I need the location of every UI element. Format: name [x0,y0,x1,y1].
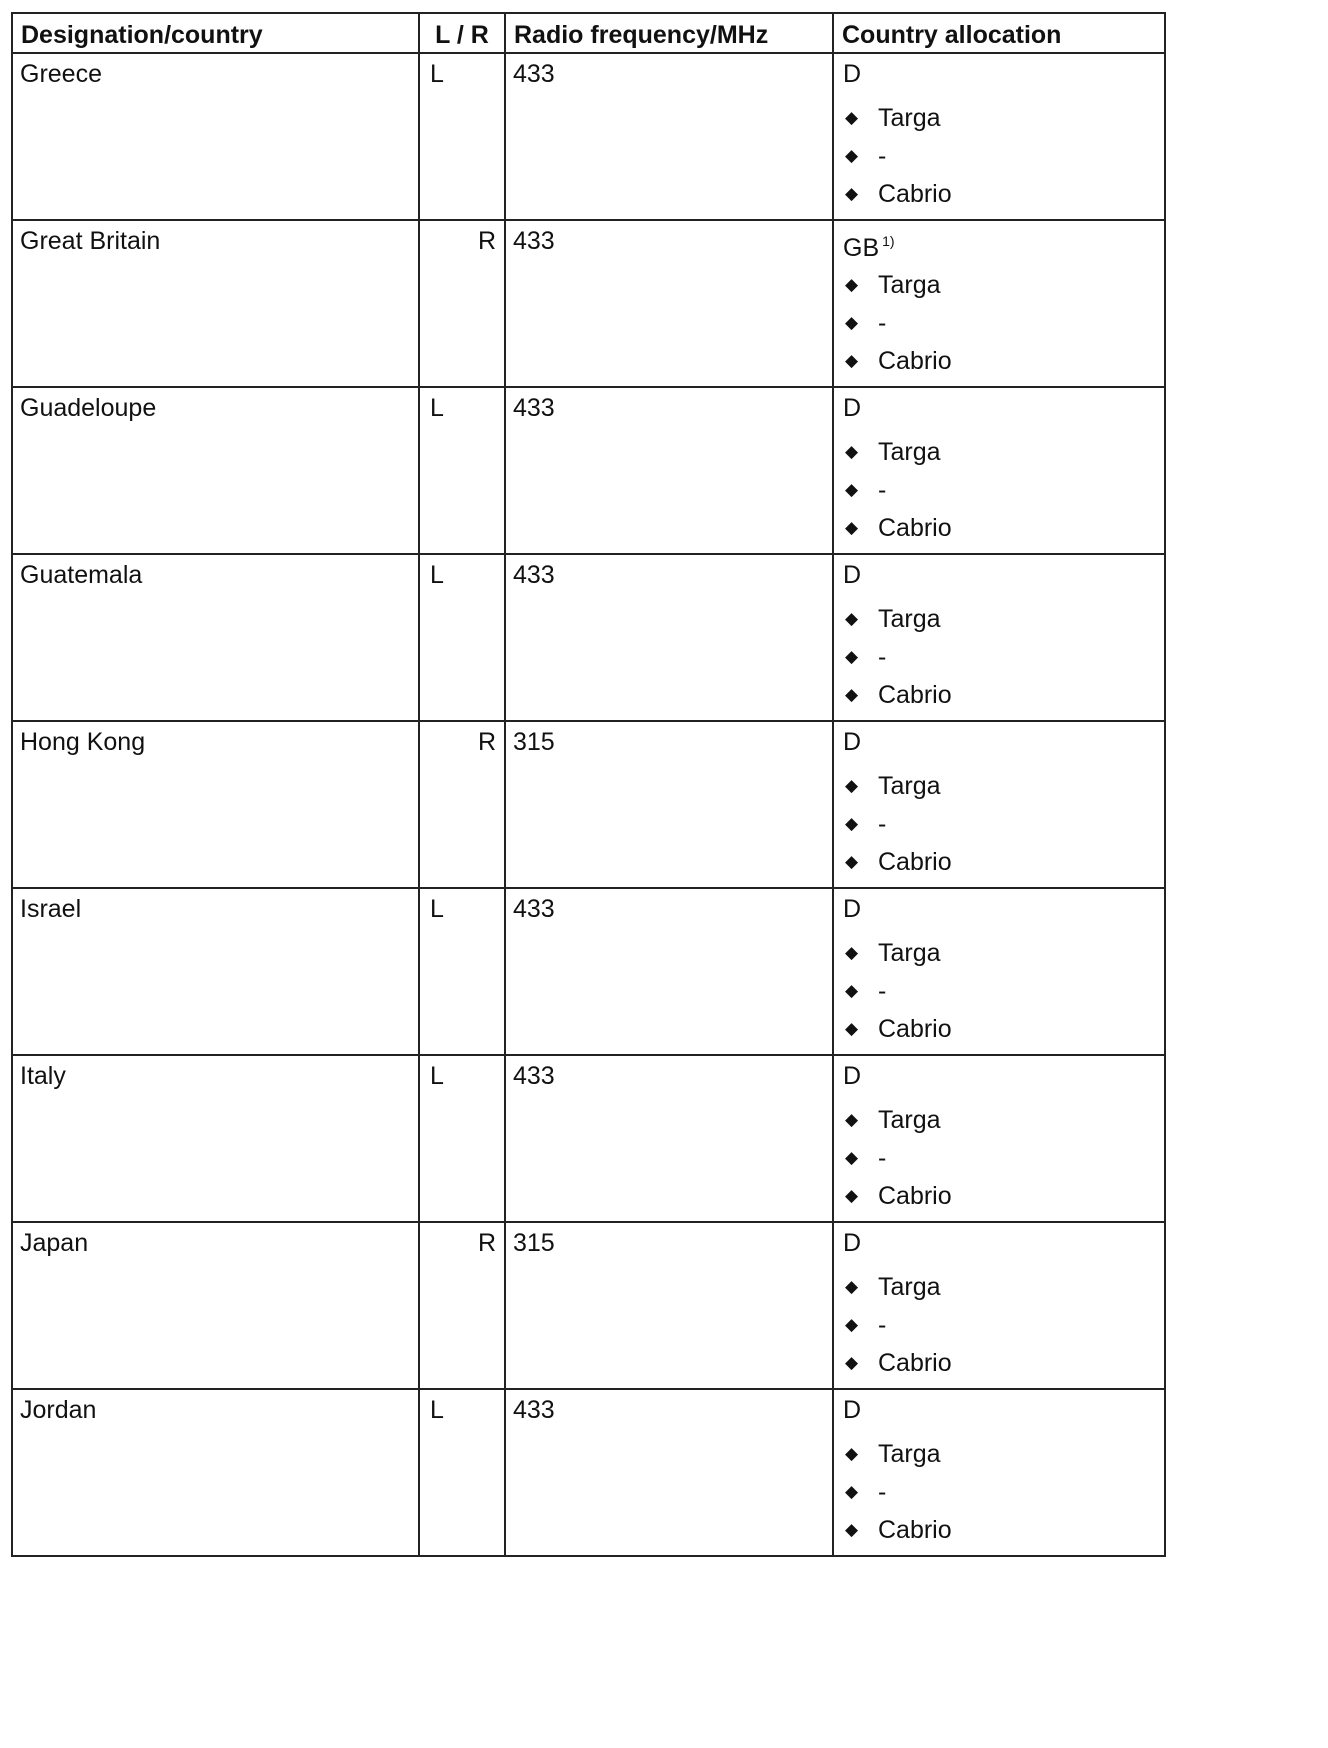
frequency-cell [505,1222,833,1389]
frequency-value: 433 [513,394,555,422]
diamond-bullet-icon: ◆ [845,146,859,165]
country-cell [12,1055,419,1222]
variant-label: Cabrio [878,1349,952,1377]
diamond-bullet-icon: ◆ [845,480,859,499]
diamond-bullet-icon: ◆ [845,275,859,294]
drive-side-value: L [430,394,444,422]
frequency-cell [505,554,833,721]
country-name: Guadeloupe [20,394,157,422]
variant-label: Targa [878,1440,941,1468]
variant-item [843,179,1164,211]
table-row [12,554,1165,721]
diamond-bullet-icon: ◆ [845,852,859,871]
variant-list [843,1272,1164,1380]
table-row [12,387,1165,554]
variant-item [843,1014,1164,1046]
variant-item [843,642,1164,680]
country-name: Greece [20,60,102,88]
allocation-code-line [843,894,1164,924]
drive-side-cell [419,1222,505,1389]
allocation-cell [833,1222,1165,1389]
table-body [12,53,1165,1556]
frequency-cell [505,1389,833,1556]
allocation-code: D [843,1396,862,1424]
country-name: Israel [20,895,82,923]
drive-side-value: L [430,561,444,589]
variant-label: Targa [878,438,941,466]
frequency-value: 315 [513,1229,555,1257]
frequency-cell [505,220,833,387]
diamond-bullet-icon: ◆ [845,609,859,628]
allocation-code: D [843,895,862,923]
diamond-bullet-icon: ◆ [845,1186,859,1205]
allocation-code: D [843,1229,862,1257]
drive-side-cell [419,888,505,1055]
diamond-bullet-icon: ◆ [845,647,859,666]
variant-item [843,1477,1164,1515]
variant-item [843,1143,1164,1181]
country-cell [12,721,419,888]
variant-label: Cabrio [878,347,952,375]
diamond-bullet-icon: ◆ [845,442,859,461]
allocation-cell [833,220,1165,387]
allocation-cell [833,888,1165,1055]
frequency-value: 433 [513,895,555,923]
allocation-cell [833,1389,1165,1556]
variant-label: Targa [878,1273,941,1301]
variant-item [843,141,1164,179]
diamond-bullet-icon: ◆ [845,1482,859,1501]
variant-label: - [878,977,887,1005]
variant-label: Targa [878,1106,941,1134]
country-name: Guatemala [20,561,143,589]
header-designation: Designation/country [12,13,419,53]
variant-item [843,976,1164,1014]
table-row [12,220,1165,387]
drive-side-value: R [477,1229,496,1257]
diamond-bullet-icon: ◆ [845,685,859,704]
variant-item [843,1439,1164,1477]
diamond-bullet-icon: ◆ [845,1315,859,1334]
variant-label: Targa [878,939,941,967]
country-name: Hong Kong [20,728,146,756]
allocation-code: D [843,1062,862,1090]
footnote-marker: 1) [882,233,895,249]
diamond-bullet-icon: ◆ [845,1110,859,1129]
variant-label: Targa [878,271,941,299]
variant-item [843,680,1164,712]
table-row [12,1389,1165,1556]
drive-side-value: L [430,1396,444,1424]
country-cell [12,1389,419,1556]
frequency-value: 433 [513,227,555,255]
country-name: Great Britain [20,227,161,255]
header-lr: L / R [419,13,505,53]
variant-item [843,1515,1164,1547]
variant-list [843,270,1164,378]
variant-label: - [878,1478,887,1506]
country-name: Jordan [20,1396,97,1424]
drive-side-value: L [430,1062,444,1090]
variant-item [843,308,1164,346]
table-row [12,888,1165,1055]
variant-item [843,1105,1164,1143]
country-allocation-table [11,12,1166,1557]
variant-item [843,809,1164,847]
variant-label: - [878,476,887,504]
diamond-bullet-icon: ◆ [845,108,859,127]
diamond-bullet-icon: ◆ [845,313,859,332]
variant-label: Cabrio [878,848,952,876]
country-cell [12,888,419,1055]
variant-label: Cabrio [878,1015,952,1043]
variant-item [843,847,1164,879]
drive-side-cell [419,387,505,554]
table-row [12,1222,1165,1389]
diamond-bullet-icon: ◆ [845,184,859,203]
diamond-bullet-icon: ◆ [845,943,859,962]
variant-item [843,270,1164,308]
variant-list [843,771,1164,879]
variant-item [843,103,1164,141]
variant-list [843,437,1164,545]
allocation-cell [833,1055,1165,1222]
country-cell [12,554,419,721]
variant-label: Cabrio [878,514,952,542]
variant-list [843,604,1164,712]
allocation-code-line [843,1228,1164,1258]
diamond-bullet-icon: ◆ [845,1277,859,1296]
variant-label: - [878,142,887,170]
frequency-value: 433 [513,60,555,88]
country-name: Italy [20,1062,66,1090]
diamond-bullet-icon: ◆ [845,1019,859,1038]
variant-item [843,771,1164,809]
variant-list [843,938,1164,1046]
variant-item [843,437,1164,475]
country-cell [12,387,419,554]
variant-item [843,1272,1164,1310]
diamond-bullet-icon: ◆ [845,1444,859,1463]
variant-item [843,475,1164,513]
drive-side-cell [419,53,505,220]
frequency-cell [505,387,833,554]
variant-list [843,1439,1164,1547]
variant-item [843,346,1164,378]
diamond-bullet-icon: ◆ [845,351,859,370]
allocation-cell [833,554,1165,721]
drive-side-value: L [430,895,444,923]
drive-side-cell [419,1055,505,1222]
variant-label: Targa [878,772,941,800]
allocation-code: D [843,728,862,756]
allocation-code-line [843,226,1164,262]
variant-list [843,103,1164,211]
frequency-cell [505,53,833,220]
allocation-code-line [843,560,1164,590]
variant-item [843,938,1164,976]
drive-side-cell [419,1389,505,1556]
variant-item [843,1348,1164,1380]
diamond-bullet-icon: ◆ [845,814,859,833]
allocation-code-line [843,1061,1164,1091]
diamond-bullet-icon: ◆ [845,1148,859,1167]
allocation-code: D [843,561,862,589]
variant-label: Targa [878,605,941,633]
diamond-bullet-icon: ◆ [845,1353,859,1372]
frequency-value: 315 [513,728,555,756]
diamond-bullet-icon: ◆ [845,981,859,1000]
diamond-bullet-icon: ◆ [845,518,859,537]
allocation-code: D [843,60,862,88]
frequency-cell [505,888,833,1055]
header-allocation: Country allocation [833,13,1165,53]
variant-label: - [878,1144,887,1172]
table-row [12,721,1165,888]
allocation-code-line [843,393,1164,423]
drive-side-cell [419,220,505,387]
drive-side-value: R [477,227,496,255]
allocation-code-line [843,1395,1164,1425]
frequency-value: 433 [513,1062,555,1090]
diamond-bullet-icon: ◆ [845,776,859,795]
variant-item [843,1310,1164,1348]
variant-item [843,604,1164,642]
variant-label: - [878,309,887,337]
frequency-cell [505,1055,833,1222]
table-row [12,1055,1165,1222]
country-cell [12,53,419,220]
allocation-code: D [843,394,862,422]
country-cell [12,1222,419,1389]
table-header-row [12,13,1165,53]
table-row [12,53,1165,220]
variant-label: Cabrio [878,1182,952,1210]
allocation-code-line [843,59,1164,89]
variant-label: Cabrio [878,180,952,208]
diamond-bullet-icon: ◆ [845,1520,859,1539]
allocation-cell [833,387,1165,554]
drive-side-cell [419,554,505,721]
variant-label: - [878,810,887,838]
variant-label: Cabrio [878,1516,952,1544]
variant-label: Cabrio [878,681,952,709]
country-cell [12,220,419,387]
frequency-cell [505,721,833,888]
variant-list [843,1105,1164,1213]
drive-side-value: R [477,728,496,756]
country-name: Japan [20,1229,89,1257]
drive-side-cell [419,721,505,888]
variant-item [843,1181,1164,1213]
header-frequency: Radio frequency/MHz [505,13,833,53]
variant-label: - [878,1311,887,1339]
frequency-value: 433 [513,1396,555,1424]
allocation-code: GB [843,234,880,262]
variant-label: - [878,643,887,671]
drive-side-value: L [430,60,444,88]
allocation-code-line [843,727,1164,757]
frequency-value: 433 [513,561,555,589]
allocation-cell [833,721,1165,888]
allocation-cell [833,53,1165,220]
variant-label: Targa [878,104,941,132]
variant-item [843,513,1164,545]
